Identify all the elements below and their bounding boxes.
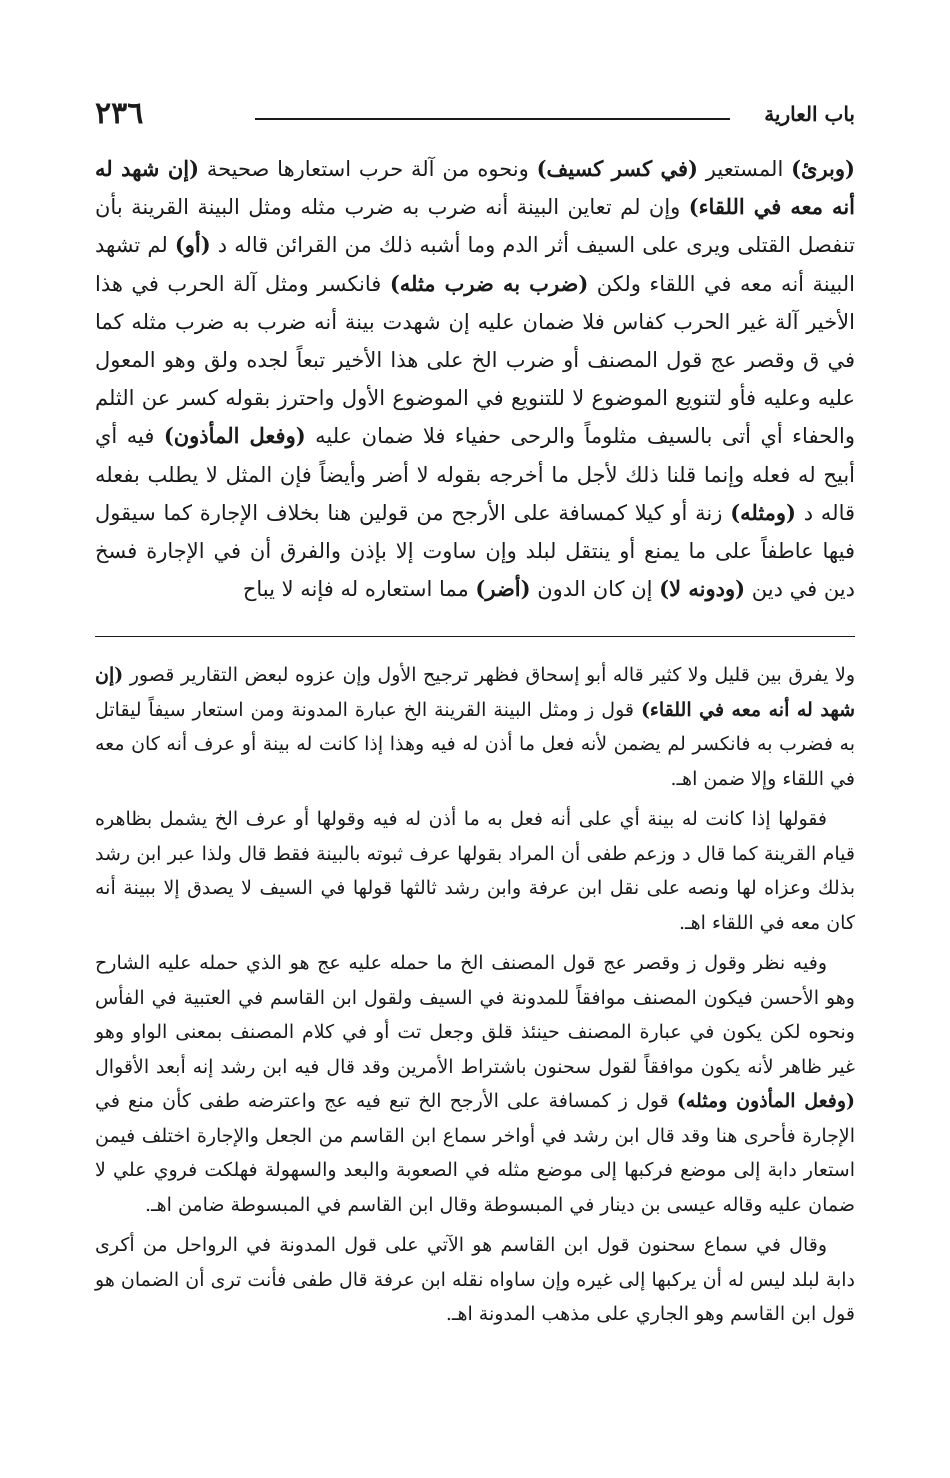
bold-term: (ودونه لا) (659, 576, 746, 602)
text-run: لم تشهد البينة أنه معه في اللقاء ولكن (95, 233, 855, 296)
commentary (95, 658, 855, 1338)
main-text (95, 150, 855, 608)
chapter-title: باب العارية (764, 102, 855, 126)
text-run: فيه أي أبيح له فعله وإنما قلنا ذلك لأجل ما أخرجه بقوله لا أضر وأيضاً فإن المثل لا يطلب بفعله قاله د (95, 424, 856, 525)
main-paragraph (95, 150, 855, 608)
page-number: ٢٣٦ (95, 96, 144, 131)
text-run: إن كان الدون (530, 577, 660, 602)
bold-term: (وفعل المأذون ومثله) (676, 1090, 856, 1112)
text-run: زنة أو كيلا كمسافة على الأرجح من قولين هنا بخلاف الإجارة كما سيقول فيها عاطفاً على ما يمنع أو ينتقل لبلد وإن ساوت إلا بإذن والفرق أن في الإجارة فسخ دين في دين (95, 500, 855, 602)
bold-term: (أضر) (475, 576, 531, 602)
text-run: مما استعاره له فإنه لا يباح (242, 577, 476, 602)
commentary-paragraph-2: فقولها إذا كانت له بينة أي على أنه فعل به ما أذن له فيه وقولها أو عرف الخ يشمل بظاهره قيام القرينة كما قال د وزعم طفى أن المراد بقولها عرف ثبوته بالبينة فقط قال ولذا عبر ابن رشد بذلك وعزاه لها ونصه على نقل ابن عرفة وابن رشد ثالثها قولها في السيف لا يصدق إلا ببينة أنه كان معه في اللقاء اهـ. (95, 808, 855, 934)
text-run: المستعير (697, 157, 792, 181)
bold-term: (في كسر كسيف) (536, 156, 698, 181)
text-run: فانكسر ومثل آلة الحرب في هذا الأخير آلة غير الحرب كفاس فلا ضمان عليه إن شهدت بينة أنه ضرب به ضرب مثله كما في ق وقصر عج قول المصنف أو ضرب الخ على هذا الأخير تبعاً لجده ولق وهو المعول عليه وعليه فأو لتنويع الموضوع لا للتنويع في الموضوع الأول واحترز بقوله كسر عن الثلم والحفاء أي أتى بالسيف مثلوماً والرحى حفياء فلا ضمان عليه (95, 271, 855, 449)
bold-term: (ومثله) (730, 499, 796, 525)
commentary-paragraph-3 (95, 946, 855, 1222)
bold-term: (إن شهد له أنه معه في اللقاء) (95, 664, 855, 721)
text-run: وفيه نظر وقول ز وقصر عج قول المصنف الخ ما حمله عليه عج هو الذي حمله عليه الشارح وهو الأحسن فيكون المصنف موافقاً للمدونة في السيف ولقول ابن القاسم في العتبية في الفأس ونحوه لكن يكون في عبارة المصنف حينئذ قلق وجعل تت أو في كلام المصنف بمعنى الواو وهو غير ظاهر لأنه يكون موافقاً لقول سحنون باشتراط الأمرين وقد قال فيه ابن رشد إنه أبعد الأقوال (95, 952, 855, 1078)
bold-term: (وفعل المأذون) (163, 423, 306, 449)
bold-term: (أو) (174, 232, 211, 258)
bold-term: (إن شهد له أنه معه في اللقاء) (95, 156, 855, 220)
commentary-paragraph-1 (95, 658, 855, 796)
text-run: ولا يفرق بين قليل ولا كثير قاله أبو إسحاق فظهر ترجيح الأول وإن عزوه لبعض التقارير قصور (123, 664, 855, 686)
commentary-paragraph-4: وقال في سماع سحنون قول ابن القاسم هو الآتي على قول المدونة في الرواحل من أكرى دابة لبلد ليس له أن يركبها إلى غيره وإن ساواه نقله ابن عرفة قال طفى فأنت ترى أن الضمان هو قول ابن القاسم وهو الجاري على مذهب المدونة اهـ. (95, 1234, 855, 1325)
text-run: وإن لم تعاين البينة أنه ضرب به ضرب مثله ومثل البينة القرينة بأن تنفصل القتلى ويرى على السيف أثر الدم وما أشبه ذلك من القرائن قاله د (95, 195, 855, 258)
text-run: قول ز كمسافة على الأرجح الخ تبع فيه عج واعترضه طفى كأن منع في الإجارة فأحرى هنا وقد قال ابن رشد في أواخر سماع ابن القاسم من الجعل والإجارة اختلف فيمن استعار دابة إلى موضع فركبها إلى موضع مثله في الصعوبة والبعد والسهولة فهلكت فروي علي لا ضمان عليه وقاله عيسى بن دينار في المبسوطة وقال ابن القاسم في المبسوطة ضامن اهـ. (95, 1090, 855, 1216)
bold-term: (ضرب به ضرب مثله) (389, 270, 589, 296)
running-header (95, 96, 855, 140)
footnote-separator (95, 636, 855, 637)
header-rule (255, 118, 730, 120)
text-run: ونحوه من آلة حرب استعارها صحيحة (199, 157, 537, 181)
text-run: قول ز ومثل البينة القرينة الخ عبارة المدونة ومن استعار سيفاً ليقاتل به فضرب به فانكسر لم يضمن لأنه فعل ما أذن له فيه وهذا إذا كانت له بينة أو عرف أنه كان معه في اللقاء وإلا ضمن اهـ. (95, 698, 855, 790)
bold-term: (وبرئ) (791, 156, 855, 181)
